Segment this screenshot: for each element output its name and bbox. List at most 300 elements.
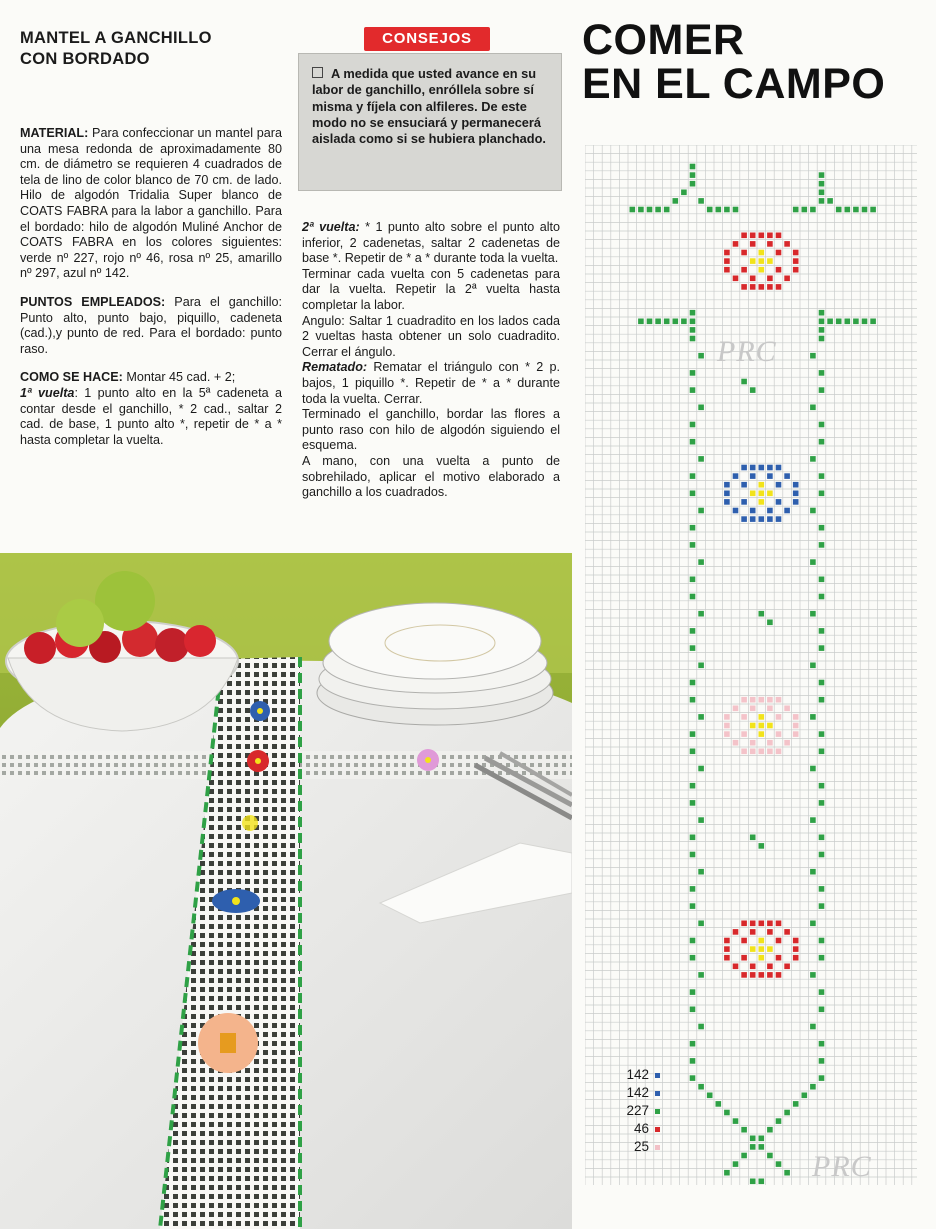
stitch-red <box>767 284 773 290</box>
stitch-pink <box>741 697 747 703</box>
stitch-pink <box>776 749 782 755</box>
aplicar-paragraph: A mano, con una vuelta a punto de sobrehilado, aplicar el motivo elaborado a ganchillo a los cuadrados. <box>302 453 560 500</box>
stitch-red <box>759 233 765 239</box>
stitch-green <box>647 319 653 325</box>
stitch-green <box>819 852 825 858</box>
stitch-green <box>690 473 696 479</box>
stitch-pink <box>793 731 799 737</box>
stitch-red <box>741 250 747 256</box>
stitch-pink <box>741 749 747 755</box>
stitch-green <box>698 714 704 720</box>
stitch-green <box>819 1058 825 1064</box>
stitch-green <box>698 559 704 565</box>
legend-code: 25 <box>633 1139 649 1154</box>
stitch-red <box>776 972 782 978</box>
stitch-pink <box>776 731 782 737</box>
stitch-green <box>690 525 696 531</box>
stitch-blue <box>750 508 756 514</box>
puntos-paragraph <box>20 295 282 357</box>
stitch-red <box>724 267 730 273</box>
stitch-blue <box>767 465 773 471</box>
legend-row <box>600 1120 660 1138</box>
flower-yellow <box>242 815 258 831</box>
stitch-blue <box>724 482 730 488</box>
stitch-green <box>759 843 765 849</box>
stitch-green <box>750 1179 756 1185</box>
stitch-green <box>690 422 696 428</box>
stitch-yellow <box>750 491 756 497</box>
stitch-pink <box>750 706 756 712</box>
plate-stack <box>317 603 553 725</box>
stitch-green <box>819 542 825 548</box>
stitch-yellow <box>759 955 765 961</box>
stitch-green <box>690 336 696 342</box>
stitch-green <box>741 379 747 385</box>
stitch-green <box>707 207 713 213</box>
stitch-pink <box>784 740 790 746</box>
stitch-green <box>690 628 696 634</box>
instructions-left <box>20 126 282 448</box>
stitch-green <box>698 611 704 617</box>
stitch-blue <box>741 465 747 471</box>
stitch-green <box>819 422 825 428</box>
stitch-green <box>698 1024 704 1030</box>
stitch-green <box>690 319 696 325</box>
stitch-red <box>793 946 799 952</box>
stitch-green <box>750 1144 756 1150</box>
como-paragraph <box>20 370 282 448</box>
stitch-red <box>767 929 773 935</box>
stitch-red <box>724 938 730 944</box>
stitch-pink <box>776 714 782 720</box>
stitch-green <box>810 207 816 213</box>
stitch-green <box>690 542 696 548</box>
stitch-red <box>784 964 790 970</box>
stitch-yellow <box>767 946 773 952</box>
stitch-green <box>698 405 704 411</box>
stitch-green <box>698 817 704 823</box>
legend-row <box>600 1102 660 1120</box>
stitch-green <box>776 1161 782 1167</box>
stitch-green <box>767 1127 773 1133</box>
stitch-blue <box>759 516 765 522</box>
stitch-green <box>819 327 825 333</box>
stitch-green <box>707 1093 713 1099</box>
stitch-green <box>810 559 816 565</box>
stitch-green <box>776 1118 782 1124</box>
legend-swatch <box>655 1145 660 1150</box>
article-title <box>20 28 280 70</box>
stitch-yellow <box>767 723 773 729</box>
stitch-green <box>750 1136 756 1142</box>
stitch-green <box>690 172 696 178</box>
stitch-red <box>750 929 756 935</box>
stitch-pink <box>776 697 782 703</box>
stitch-green <box>698 869 704 875</box>
stitch-green <box>690 181 696 187</box>
stitch-red <box>724 946 730 952</box>
vuelta2-label: 2ª vuelta: <box>302 220 360 234</box>
stitch-pink <box>733 706 739 712</box>
stitch-green <box>819 439 825 445</box>
stitch-red <box>767 921 773 927</box>
legend-code: 142 <box>626 1067 649 1082</box>
stitch-green <box>819 172 825 178</box>
stitch-green <box>845 207 851 213</box>
flower-peach <box>198 1013 258 1073</box>
stitch-yellow <box>759 946 765 952</box>
stitch-green <box>784 1170 790 1176</box>
stitch-green <box>681 190 687 196</box>
stitch-green <box>819 190 825 196</box>
stitch-red <box>759 284 765 290</box>
stitch-red <box>776 921 782 927</box>
como-text: Montar 45 cad. + 2; <box>122 370 236 385</box>
stitch-green <box>690 731 696 737</box>
stitch-green <box>664 319 670 325</box>
stitch-yellow <box>759 250 765 256</box>
stitch-yellow <box>767 491 773 497</box>
stitch-green <box>733 1118 739 1124</box>
stitch-green <box>759 1179 765 1185</box>
puntos-text: Para el ganchillo: Punto alto, punto bajo, piquillo, cadeneta (cad.),y punto de red. Para el bordado: punto raso. <box>20 294 282 356</box>
stitch-green <box>870 207 876 213</box>
stitch-red <box>741 955 747 961</box>
stitch-green <box>690 852 696 858</box>
stitch-red <box>750 241 756 247</box>
stitch-green <box>819 370 825 376</box>
legend-row <box>600 1066 660 1084</box>
stitch-green <box>819 835 825 841</box>
stitch-red <box>776 955 782 961</box>
stitch-green <box>698 198 704 204</box>
stitch-green <box>690 1007 696 1013</box>
stitch-green <box>819 319 825 325</box>
stitch-yellow <box>750 258 756 264</box>
title-line-1: MANTEL A GANCHILLO <box>20 29 212 47</box>
rematado-label: Rematado: <box>302 360 368 375</box>
stitch-pink <box>741 731 747 737</box>
stitch-green <box>759 1144 765 1150</box>
stitch-green <box>690 800 696 806</box>
stitch-blue <box>776 482 782 488</box>
stitch-green <box>862 319 868 325</box>
stitch-red <box>724 250 730 256</box>
stitch-pink <box>724 714 730 720</box>
stitch-green <box>819 336 825 342</box>
stitch-green <box>690 327 696 333</box>
stitch-blue <box>767 516 773 522</box>
stitch-yellow <box>759 267 765 273</box>
stitch-green <box>690 680 696 686</box>
stitch-yellow <box>759 723 765 729</box>
stitch-green <box>853 207 859 213</box>
stitch-green <box>655 319 661 325</box>
stitch-green <box>647 207 653 213</box>
stitch-red <box>776 233 782 239</box>
tips-tag: CONSEJOS <box>364 27 490 51</box>
stitch-red <box>741 938 747 944</box>
flower-blue-large <box>212 889 260 913</box>
stitch-blue <box>793 499 799 505</box>
stitch-blue <box>750 516 756 522</box>
stitch-red <box>724 258 730 264</box>
stitch-yellow <box>759 731 765 737</box>
stitch-green <box>673 319 679 325</box>
stitch-red <box>784 276 790 282</box>
stitch-green <box>819 525 825 531</box>
vuelta1-text: : 1 punto alto en la 5ª cadeneta a contar desde el ganchillo, * 2 cad., saltar 2 cad. de base, 1 punto alto *, repetir de * a * hasta completar la vuelta. <box>20 385 282 447</box>
stitch-green <box>810 663 816 669</box>
stitch-green <box>802 207 808 213</box>
material-text: Para confeccionar un mantel para una mesa redonda de aproximadamente 80 cm. de diámetro se requieren 4 cuadrados de tela de lino de color blanco de 70 cm. de lado. Hilo de algodón Tridalia Super blanco de COATS FABRA para la labor a ganchillo. Para el bordado: hilo de algodón Muliné Anchor de COATS FABRA en los colores siguientes: verde nº 227, rojo nº 46, rosa nº 25, amarillo nº 297, azul nº 142. <box>20 126 282 281</box>
stitch-yellow <box>759 938 765 944</box>
rematado-paragraph <box>302 360 560 407</box>
stitch-green <box>690 886 696 892</box>
stitch-green <box>690 1075 696 1081</box>
stitch-green <box>724 207 730 213</box>
stitch-pink <box>793 723 799 729</box>
stitch-red <box>767 233 773 239</box>
legend-swatch <box>655 1109 660 1114</box>
stitch-red <box>750 972 756 978</box>
stitch-red <box>776 284 782 290</box>
stitch-green <box>810 611 816 617</box>
stitch-green <box>819 645 825 651</box>
stitch-yellow <box>759 258 765 264</box>
stitch-blue <box>759 465 765 471</box>
flower-red <box>247 750 269 772</box>
stitch-green <box>698 663 704 669</box>
stitch-red <box>776 267 782 273</box>
stitch-blue <box>776 465 782 471</box>
stitch-green <box>819 473 825 479</box>
stitch-red <box>741 267 747 273</box>
puntos-label: PUNTOS EMPLEADOS: <box>20 294 166 309</box>
stitch-green <box>819 181 825 187</box>
stitch-green <box>819 198 825 204</box>
tips-text: A medida que usted avance en su labor de ganchillo, enróllela sobre sí misma y fíjela con alfileres. De este modo no se ensuciará y permanecerá aislada como si se hubiera planchado. <box>312 66 546 147</box>
instructions-middle <box>302 220 560 501</box>
stitch-red <box>750 284 756 290</box>
stitch-green <box>759 611 765 617</box>
stitch-green <box>827 319 833 325</box>
stitch-blue <box>776 499 782 505</box>
stitch-green <box>810 921 816 927</box>
stitch-green <box>836 207 842 213</box>
stitch-green <box>810 869 816 875</box>
section-heading <box>582 18 932 106</box>
stitch-green <box>827 198 833 204</box>
legend-swatch <box>655 1127 660 1132</box>
stitch-red <box>724 955 730 961</box>
stitch-green <box>870 319 876 325</box>
stitch-green <box>741 1153 747 1159</box>
watermark-top: PRC <box>717 335 777 368</box>
stitch-pink <box>759 749 765 755</box>
stitch-green <box>690 310 696 316</box>
watermark-bottom: PRC <box>812 1150 872 1183</box>
stitch-green <box>690 989 696 995</box>
stitch-red <box>733 276 739 282</box>
heading-line-2: EN EL CAMPO <box>582 60 886 108</box>
stitch-blue <box>767 508 773 514</box>
stitch-red <box>784 929 790 935</box>
stitch-yellow <box>759 491 765 497</box>
stitch-pink <box>724 723 730 729</box>
stitch-green <box>673 198 679 204</box>
stitch-green <box>819 310 825 316</box>
stitch-green <box>836 319 842 325</box>
stitch-pink <box>767 740 773 746</box>
square-bullet-icon <box>312 67 323 78</box>
stitch-blue <box>784 508 790 514</box>
stitch-green <box>690 594 696 600</box>
color-legend <box>600 1066 660 1156</box>
stitch-green <box>810 456 816 462</box>
stitch-green <box>724 1170 730 1176</box>
stitch-green <box>690 697 696 703</box>
stitch-red <box>776 938 782 944</box>
stitch-yellow <box>759 482 765 488</box>
stitch-red <box>750 921 756 927</box>
stitch-pink <box>767 749 773 755</box>
stitch-blue <box>776 516 782 522</box>
stitch-yellow <box>750 723 756 729</box>
stitch-green <box>819 680 825 686</box>
stitch-green <box>733 207 739 213</box>
stitch-red <box>741 284 747 290</box>
stitch-green <box>767 620 773 626</box>
stitch-green <box>698 766 704 772</box>
stitch-green <box>819 749 825 755</box>
legend-swatch <box>655 1091 660 1096</box>
stitch-green <box>690 370 696 376</box>
stitch-green <box>698 1084 704 1090</box>
stitch-green <box>724 1110 730 1116</box>
stitch-blue <box>793 491 799 497</box>
stitch-red <box>767 964 773 970</box>
flower-pink-small <box>417 749 439 771</box>
vuelta2-paragraph <box>302 220 560 267</box>
material-label: MATERIAL: <box>20 126 89 140</box>
stitch-green <box>793 207 799 213</box>
stitch-blue <box>741 516 747 522</box>
stitch-blue <box>793 482 799 488</box>
stitch-red <box>750 964 756 970</box>
stitch-green <box>819 783 825 789</box>
stitch-red <box>793 250 799 256</box>
stitch-green <box>750 835 756 841</box>
stitch-red <box>784 241 790 247</box>
stitch-green <box>819 938 825 944</box>
stitch-red <box>759 972 765 978</box>
stitch-green <box>819 594 825 600</box>
stitch-green <box>810 508 816 514</box>
stitch-blue <box>767 473 773 479</box>
legend-row <box>600 1138 660 1156</box>
stitch-blue <box>750 473 756 479</box>
stitch-green <box>638 207 644 213</box>
stitch-green <box>819 1041 825 1047</box>
stitch-yellow <box>750 946 756 952</box>
chart-grid <box>585 145 917 1185</box>
stitch-green <box>638 319 644 325</box>
tablecloth-photo <box>0 553 572 1229</box>
legend-code: 227 <box>626 1103 649 1118</box>
stitch-red <box>741 972 747 978</box>
stitch-blue <box>733 508 739 514</box>
stitch-green <box>810 817 816 823</box>
legend-row <box>600 1084 660 1102</box>
flower-blue <box>250 701 270 721</box>
stitch-red <box>776 250 782 256</box>
stitch-green <box>784 1110 790 1116</box>
stitch-pink <box>724 731 730 737</box>
stitch-red <box>793 258 799 264</box>
stitch-green <box>819 697 825 703</box>
angulo-paragraph: Angulo: Saltar 1 cuadradito en los lados cada 2 vueltas hasta obtener un solo cuadradito. Cerrar el ángulo. <box>302 313 560 359</box>
stitch-blue <box>724 491 730 497</box>
stitch-green <box>698 921 704 927</box>
stitch-yellow <box>759 499 765 505</box>
stitch-green <box>690 577 696 583</box>
stitch-green <box>690 835 696 841</box>
stitch-red <box>793 955 799 961</box>
stitch-green <box>664 207 670 213</box>
stitch-green <box>819 731 825 737</box>
tips-text-block <box>312 66 552 147</box>
bordar-paragraph: Terminado el ganchillo, bordar las flores a punto raso con hilo de algodón siguiendo el esquema. <box>302 407 560 453</box>
legend-code: 142 <box>626 1085 649 1100</box>
stitch-green <box>716 207 722 213</box>
stitch-green <box>741 1127 747 1133</box>
embroidery-chart <box>585 145 917 1185</box>
stitch-red <box>767 972 773 978</box>
stitch-green <box>819 955 825 961</box>
stitch-green <box>698 456 704 462</box>
stitch-red <box>741 921 747 927</box>
stitch-yellow <box>767 258 773 264</box>
stitch-red <box>793 938 799 944</box>
stitch-pink <box>759 697 765 703</box>
stitch-green <box>750 387 756 393</box>
material-paragraph <box>20 126 282 282</box>
stitch-green <box>862 207 868 213</box>
stitch-green <box>819 491 825 497</box>
stitch-blue <box>724 499 730 505</box>
stitch-green <box>690 938 696 944</box>
stitch-green <box>690 749 696 755</box>
stitch-green <box>819 886 825 892</box>
stitch-green <box>690 1058 696 1064</box>
stitch-red <box>767 241 773 247</box>
stitch-green <box>690 645 696 651</box>
stitch-green <box>802 1093 808 1099</box>
stitch-blue <box>784 473 790 479</box>
stitch-pink <box>750 749 756 755</box>
legend-code: 46 <box>633 1121 649 1136</box>
stitch-green <box>819 628 825 634</box>
stitch-green <box>681 319 687 325</box>
stitch-green <box>655 207 661 213</box>
stitch-blue <box>733 473 739 479</box>
rematado-text: Rematar el triángulo con * 2 p. bajos, 1 piquillo *. Repetir de * a * durante toda la vuelta. Cerrar. <box>302 360 560 406</box>
title-line-2: CON BORDADO <box>20 50 150 68</box>
vuelta2-text: * 1 punto alto sobre el punto alto inferior, 2 cadenetas, saltar 2 cadenetas de base *. Repetir de * a * durante toda la vuelta. <box>302 220 561 266</box>
stitch-pink <box>750 740 756 746</box>
stitch-green <box>853 319 859 325</box>
